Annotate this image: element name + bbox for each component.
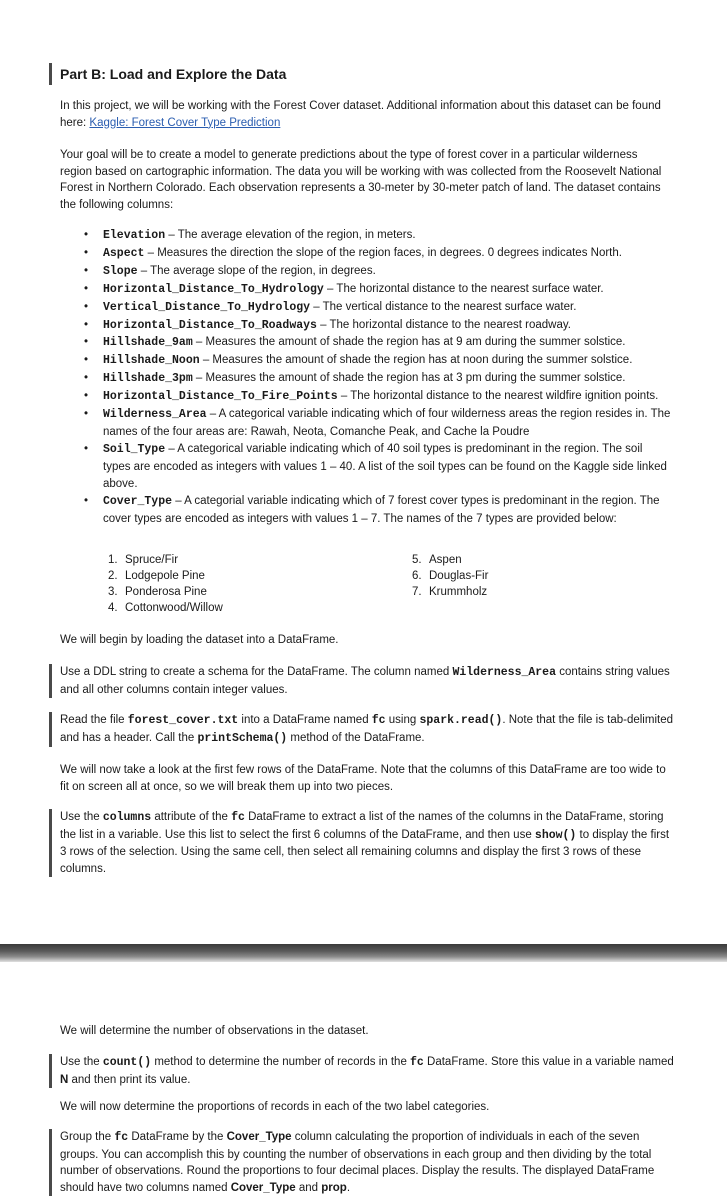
column-desc: – The horizontal distance to the nearest roadway. (316, 318, 571, 331)
column-name: Slope (103, 264, 138, 278)
column-item (60, 317, 672, 335)
bullet-icon: • (84, 318, 89, 331)
bullet-icon: • (84, 390, 89, 403)
column-item (60, 493, 672, 528)
column-name: Wilderness_Area (103, 408, 207, 422)
column-name: Aspect (103, 246, 145, 260)
bullet-icon: • (84, 442, 89, 455)
cover-type-item: 3. Ponderosa Pine (108, 586, 207, 598)
column-item (60, 334, 672, 352)
bullet-icon: • (84, 246, 89, 259)
column-item (60, 245, 672, 263)
kaggle-link[interactable]: Kaggle: Forest Cover Type Prediction (89, 116, 281, 129)
column-desc: – The average slope of the region, in degrees. (137, 264, 376, 277)
bullet-icon: • (84, 300, 89, 313)
intro-text: In this project, we will be working with the Forest Cover dataset. Additional information about this dataset can be found here: (60, 100, 661, 129)
column-name: Horizontal_Distance_To_Hydrology (103, 282, 324, 296)
bullet-icon: • (84, 372, 89, 385)
task-read-file: Read the file forest_cover.txt into a DataFrame named fc using spark.read(). Note that the file is tab-delimited and has a header. Call the printSchema() method of the DataFrame. (49, 712, 678, 747)
column-desc: – The average elevation of the region, in meters. (165, 229, 416, 241)
cover-type-item: 6. Douglas-Fir (412, 570, 489, 582)
column-item (60, 227, 672, 245)
column-desc: – Measures the amount of shade the region has at 9 am during the summer solstice. (192, 336, 626, 349)
task-columns-show: Use the columns attribute of the fc DataFrame to extract a list of the names of the columns in the DataFrame, storing the list in a variable. Use this list to select the first 6 columns of the DataFrame, and then use show() to display the first 3 rows of the selection. Using the same cell, then select all remaining columns and display the first 3 rows of these columns. (49, 809, 678, 877)
section-heading: Part B: Load and Explore the Data (49, 63, 286, 85)
determine-paragraph: We will determine the number of observations in the dataset. (60, 1025, 369, 1037)
column-list (60, 227, 672, 527)
column-name: Vertical_Distance_To_Hydrology (103, 300, 311, 314)
goal-paragraph: Your goal will be to create a model to generate predictions about the type of forest cover in a particular wilderness region based on cartographic information. The data you will be working with was collected from the Roosevelt National Forest in Northern Colorado. Each observation represents a 30-meter by 30-meter patch of land. The dataset contains the following columns: (60, 149, 662, 211)
column-desc: – The horizontal distance to the nearest wildfire ignition points. (337, 390, 659, 403)
column-name: Cover_Type (103, 494, 173, 508)
bullet-icon: • (84, 229, 89, 241)
column-desc: – Measures the amount of shade the region has at 3 pm during the summer solstice. (192, 372, 626, 385)
column-item (60, 406, 672, 441)
task-count: Use the count() method to determine the number of records in the fc DataFrame. Store this value in a variable named N and then print its value. (49, 1054, 678, 1088)
bullet-icon: • (84, 408, 89, 421)
cover-type-item: 7. Krummholz (412, 586, 488, 598)
column-name: Horizontal_Distance_To_Fire_Points (103, 390, 338, 404)
cover-types-left (108, 552, 223, 616)
intro-paragraph (60, 98, 672, 131)
page-break-divider (0, 944, 727, 962)
column-item (60, 263, 672, 281)
column-desc: – Measures the direction the slope of the region faces, in degrees. 0 degrees indicates North. (144, 246, 622, 259)
column-desc: – A categorical variable indicating which of 40 soil types is predominant in the region. The soil types are encoded as integers with values 1 – 40. A list of the soil types can be found on the Kaggle side linked above. (103, 442, 667, 490)
bullet-icon: • (84, 354, 89, 367)
column-desc: – A categorical variable indicating which of four wilderness areas the region resides in. The names of the four areas are: Rawah, Neota, Comanche Peak, and Cache la Poudre (103, 408, 671, 438)
bullet-icon: • (84, 282, 89, 295)
column-item (60, 441, 672, 493)
proportions-paragraph: We will now determine the proportions of records in each of the two label categories. (60, 1101, 490, 1113)
begin-paragraph: We will begin by loading the dataset into a DataFrame. (60, 634, 339, 646)
cover-type-item: 1. Spruce/Fir (108, 554, 179, 566)
task-ddl-schema: Use a DDL string to create a schema for the DataFrame. The column named Wilderness_Area contains string values and all other columns contain integer values. (49, 664, 678, 698)
column-desc: – A categorial variable indicating which of 7 forest cover types is predominant in the region. The cover types are encoded as integers with values 1 – 7. The names of the 7 types are provided below: (103, 494, 660, 525)
column-item (60, 281, 672, 299)
column-desc: – The vertical distance to the nearest surface water. (310, 300, 577, 313)
column-item (60, 352, 672, 370)
column-name: Soil_Type (103, 442, 166, 456)
cover-type-item: 4. Cottonwood/Willow (108, 602, 223, 614)
column-item (60, 370, 672, 388)
column-name: Hillshade_3pm (103, 372, 193, 386)
column-desc: – The horizontal distance to the nearest surface water. (323, 282, 604, 295)
cover-type-item: 5. Aspen (412, 554, 462, 566)
column-name: Elevation (103, 229, 166, 242)
column-item (60, 299, 672, 317)
cover-type-item: 2. Lodgepole Pine (108, 570, 205, 582)
column-name: Hillshade_Noon (103, 354, 200, 368)
column-name: Hillshade_9am (103, 336, 193, 350)
task-groupby: Group the fc DataFrame by the Cover_Type column calculating the proportion of individuals in each of the seven groups. You can accomplish this by counting the number of observations in each group and then dividing by the total number of observations. Round the proportions to four decimal places. Display the results. The displayed DataFrame should have two columns named Cover_Type and prop. (49, 1129, 678, 1196)
cover-types-right (412, 552, 488, 600)
column-name: Horizontal_Distance_To_Roadways (103, 318, 317, 332)
column-desc: – Measures the amount of shade the region has at noon during the summer solstice. (199, 354, 633, 367)
lookrows-paragraph: We will now take a look at the first few rows of the DataFrame. Note that the columns of this DataFrame are too wide to fit on screen all at once, so we will break them up into two pieces. (60, 764, 666, 793)
bullet-icon: • (84, 336, 89, 349)
document-page-2 (0, 962, 727, 1196)
column-item (60, 388, 672, 406)
bullet-icon: • (84, 264, 89, 277)
bullet-icon: • (84, 494, 89, 507)
